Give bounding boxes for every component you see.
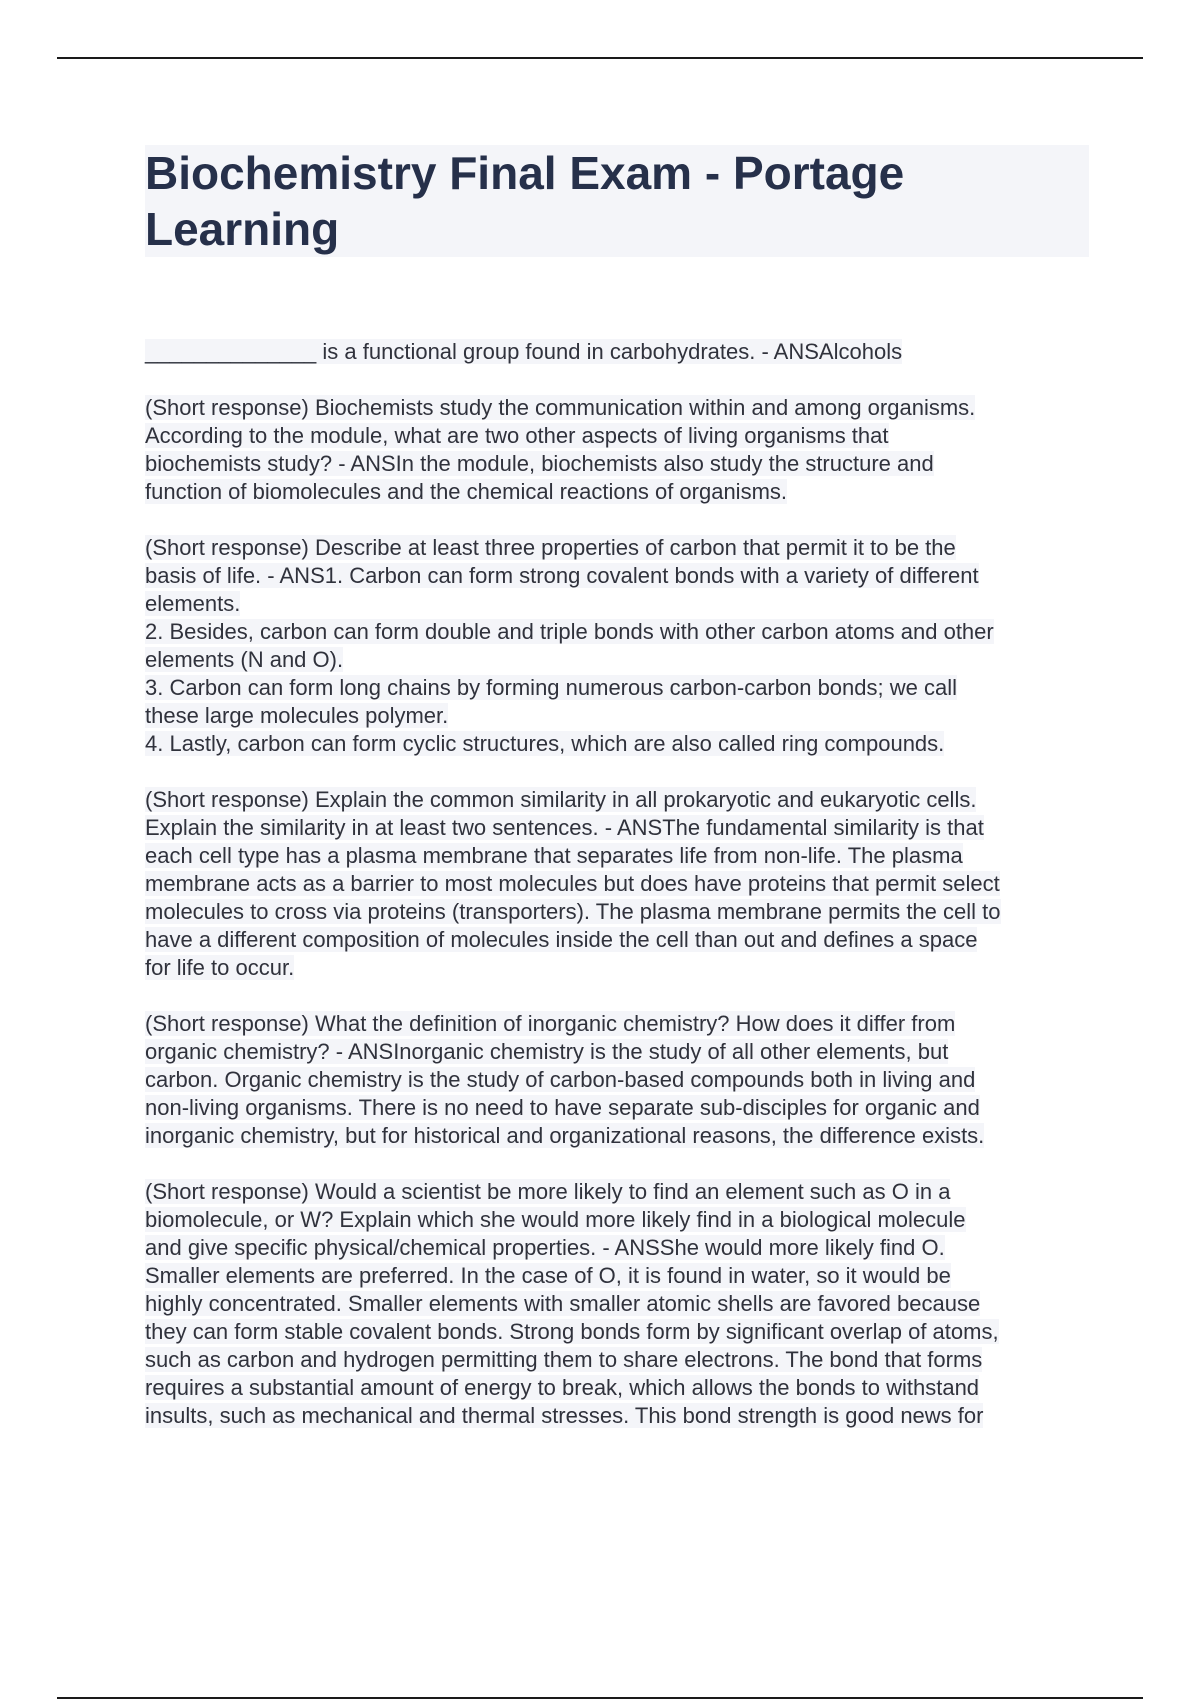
text-line-content: (Short response) What the definition of inorganic chemistry? How does it differ from: [145, 1011, 956, 1036]
text-line: [145, 646, 1090, 674]
text-line-content: and give specific physical/chemical properties. - ANSShe would more likely find O.: [145, 1235, 945, 1260]
text-line: [145, 786, 1090, 814]
text-line-content: elements.: [145, 591, 241, 616]
text-line-content: 3. Carbon can form long chains by forming numerous carbon-carbon bonds; we call: [145, 675, 957, 700]
text-line: [145, 842, 1090, 870]
text-line: [145, 1234, 1090, 1262]
title-box: [145, 145, 1089, 257]
text-line-content: biomolecule, or W? Explain which she would more likely find in a biological molecule: [145, 1207, 966, 1232]
text-line: [145, 926, 1090, 954]
text-line-content: 4. Lastly, carbon can form cyclic structures, which are also called ring compounds.: [145, 731, 945, 756]
text-line: [145, 1374, 1090, 1402]
text-line: [145, 1318, 1090, 1346]
text-line: [145, 534, 1090, 562]
qa-item-1: [145, 338, 1090, 366]
text-line: [145, 674, 1090, 702]
qa-item-3: [145, 534, 1090, 758]
text-line: [145, 1038, 1090, 1066]
text-line: [145, 618, 1090, 646]
text-line-content: they can form stable covalent bonds. Strong bonds form by significant overlap of atoms,: [145, 1319, 999, 1344]
text-line: [145, 1290, 1090, 1318]
text-line-content: Explain the similarity in at least two sentences. - ANSThe fundamental similarity is that: [145, 815, 984, 840]
page-title: [145, 145, 1089, 257]
page-top-rule: [57, 57, 1143, 59]
qa-item-2: [145, 394, 1090, 506]
text-line-content: carbon. Organic chemistry is the study of carbon-based compounds both in living and: [145, 1067, 976, 1092]
title-line-1: Biochemistry Final Exam - Portage: [145, 147, 905, 199]
qa-item-4: [145, 786, 1090, 982]
text-line: [145, 562, 1090, 590]
text-line-content: (Short response) Describe at least three properties of carbon that permit it to be the: [145, 535, 956, 560]
text-line: [145, 814, 1090, 842]
text-line: [145, 1262, 1090, 1290]
text-line: [145, 590, 1090, 618]
text-line-content: ______________ is a functional group found in carbohydrates. - ANSAlcohols: [145, 339, 903, 364]
text-line-content: biochemists study? - ANSIn the module, biochemists also study the structure and: [145, 451, 934, 476]
text-line: [145, 1402, 1090, 1430]
text-line-content: these large molecules polymer.: [145, 703, 449, 728]
text-line-content: Smaller elements are preferred. In the case of O, it is found in water, so it would be: [145, 1263, 951, 1288]
text-line-content: organic chemistry? - ANSInorganic chemistry is the study of all other elements, but: [145, 1039, 949, 1064]
text-line: [145, 898, 1090, 926]
text-line: [145, 1122, 1090, 1150]
text-line: [145, 450, 1090, 478]
text-line: [145, 702, 1090, 730]
text-line-content: requires a substantial amount of energy to break, which allows the bonds to withstand: [145, 1375, 980, 1400]
text-line-content: have a different composition of molecules inside the cell than out and defines a space: [145, 927, 978, 952]
text-line-content: inorganic chemistry, but for historical and organizational reasons, the difference exists.: [145, 1123, 985, 1148]
text-line-content: membrane acts as a barrier to most molecules but does have proteins that permit select: [145, 871, 1000, 896]
text-line: [145, 1066, 1090, 1094]
text-line-content: for life to occur.: [145, 955, 295, 980]
text-line-content: molecules to cross via proteins (transporters). The plasma membrane permits the cell to: [145, 899, 1001, 924]
text-line-content: such as carbon and hydrogen permitting them to share electrons. The bond that forms: [145, 1347, 983, 1372]
text-line: [145, 870, 1090, 898]
text-line-content: function of biomolecules and the chemical reactions of organisms.: [145, 479, 788, 504]
text-line-content: each cell type has a plasma membrane that separates life from non-life. The plasma: [145, 843, 963, 868]
text-line: [145, 1206, 1090, 1234]
text-line-content: non-living organisms. There is no need to have separate sub-disciples for organic and: [145, 1095, 980, 1120]
text-line-content: insults, such as mechanical and thermal stresses. This bond strength is good news for: [145, 1403, 984, 1428]
text-line: [145, 1178, 1090, 1206]
text-line: [145, 954, 1090, 982]
qa-item-6: [145, 1178, 1090, 1430]
text-line-content: elements (N and O).: [145, 647, 344, 672]
title-line-2: Learning: [145, 203, 340, 255]
document-body: [145, 338, 1090, 1458]
text-line-content: (Short response) Biochemists study the communication within and among organisms.: [145, 395, 976, 420]
qa-item-5: [145, 1010, 1090, 1150]
text-line: [145, 478, 1090, 506]
text-line-content: According to the module, what are two other aspects of living organisms that: [145, 423, 889, 448]
text-line: [145, 1094, 1090, 1122]
text-line: [145, 422, 1090, 450]
text-line-content: highly concentrated. Smaller elements with smaller atomic shells are favored because: [145, 1291, 981, 1316]
page-bottom-rule: [57, 1697, 1143, 1699]
text-line-content: (Short response) Would a scientist be more likely to find an element such as O in a: [145, 1179, 951, 1204]
text-line: [145, 1010, 1090, 1038]
text-line-content: (Short response) Explain the common similarity in all prokaryotic and eukaryotic cells.: [145, 787, 977, 812]
text-line-content: 2. Besides, carbon can form double and triple bonds with other carbon atoms and other: [145, 619, 994, 644]
text-line-content: basis of life. - ANS1. Carbon can form strong covalent bonds with a variety of different: [145, 563, 979, 588]
text-line: [145, 1346, 1090, 1374]
text-line: [145, 730, 1090, 758]
text-line: [145, 338, 1090, 366]
text-line: [145, 394, 1090, 422]
